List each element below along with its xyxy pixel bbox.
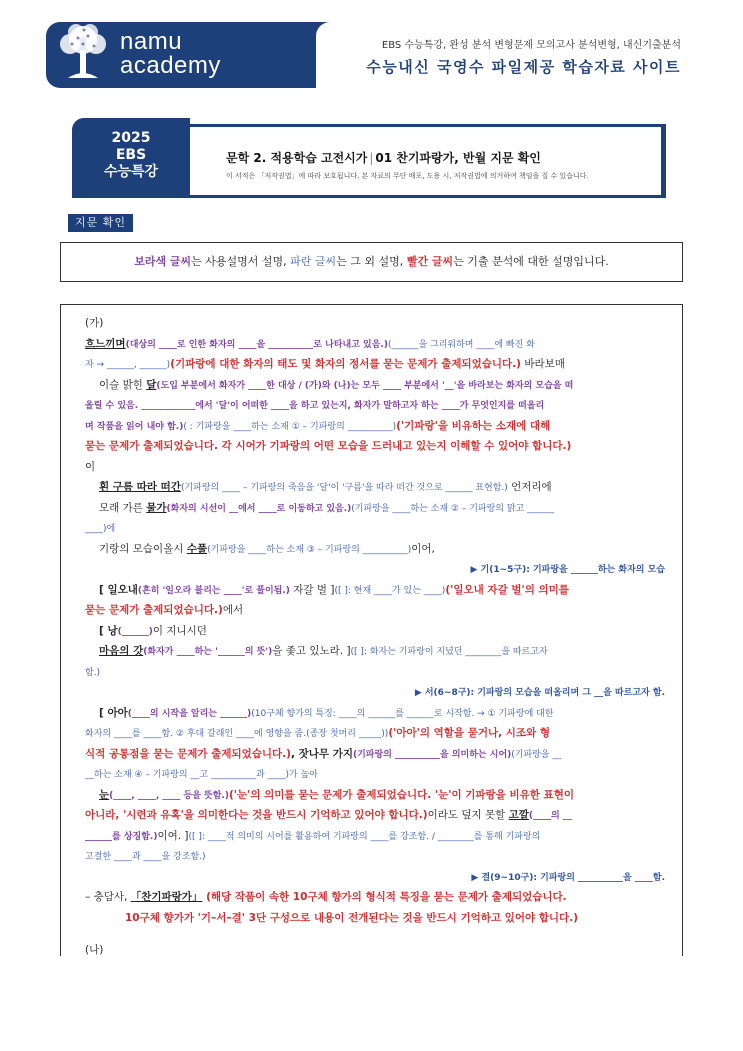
- passage-line: 고결한 ____과 ____을 강조함.): [85, 852, 206, 862]
- header-main-title: 수능내신 국영수 파일제공 학습자료 사이트: [366, 58, 681, 76]
- site-header: [0, 0, 743, 100]
- section-tag: 지문 확인: [68, 214, 133, 232]
- passage-line: 올릴 수 있음. ____________에서 '달'이 어떠한 ____을 하고 있는지, 화자가 말하고자 하는 ____가 무엇인지를 떠올리: [85, 401, 545, 411]
- passage-line: 묻는 문제가 출제되었습니다. 각 시어가 기파랑의 어떤 모습을 드러내고 있는지 이해할 수 있어야 합니다.): [85, 440, 572, 452]
- passage-line: 화자의 ____를 ____함. ② 후대 갈래인 ____에 영향을 줌.(종장 첫머리 _____))('아아'의 역할을 묻거나, 시조와 형: [85, 727, 551, 739]
- passage-line: 자 → ______, ______)(기파랑에 대한 화자의 태도 및 화자의 정서를 묻는 문제가 출제되었습니다.) 바라보매: [85, 358, 565, 370]
- passage-line: (가): [85, 317, 104, 329]
- logo-line-1: namu: [120, 28, 183, 55]
- passage-line: ______를 상징함.)이여. ]([ ]: ____적 의미의 시어를 활용하여 기파랑의 ____를 강조함. / ________를 통해 기파랑의: [85, 829, 541, 842]
- tree-logo-icon: [48, 22, 118, 84]
- passage-line: 아니라, '시련과 유혹'을 의미한다는 것을 반드시 기억하고 있어야 합니다.)이라도 덮지 못할 고깔(____의 __: [85, 809, 572, 821]
- passage-line: 모래 가른 물가(화자의 시선이 __에서 ____로 이동하고 있음.)(기파랑을 ____하는 소재 ② – 기파랑의 맑고 ______: [99, 501, 555, 514]
- passage-line: 이슬 밝힌 달(도입 부분에서 화자가 ____한 대상 / (가)와 (나)는 모두 ____ 부분에서 '__'을 바라보는 화자의 모습을 떠: [99, 378, 574, 391]
- copyright-note: 이 서적은 「저작권법」에 따라 보호됩니다. 본 자료의 무단 배포, 도용 시, 저작권법에 의거하여 책임을 질 수 있습니다.: [226, 172, 589, 180]
- passage-line: ____)에: [85, 524, 116, 534]
- summary-line: ▶ 기(1~5구): 기파랑을 ______하는 화자의 모습: [470, 565, 665, 575]
- passage-box: [60, 304, 683, 956]
- passage-line: [ 일오내(흔히 '일오라 불리는 ____'로 풀이됨.) 자갈 벌 ]([ ]: 현재 ____가 있는 ____)('일오내 자갈 벌'의 의미를: [99, 583, 569, 596]
- title-band: [72, 118, 666, 200]
- passage-line: (나): [85, 944, 104, 956]
- passage-line: 함.): [85, 667, 101, 678]
- passage-line: 식적 공통점을 묻는 문제가 출제되었습니다.), 잣나무 가지(기파랑의 __________을 의미하는 시어)(기파랑을 __: [85, 747, 562, 760]
- passage-line: 눈(____, ____, ____ 등을 뜻함.)('눈'의 의미를 묻는 문제가 출제되었습니다. '눈'이 기파랑을 비유한 표현이: [99, 788, 574, 801]
- passage-line: 묻는 문제가 출제되었습니다.)에서: [85, 604, 244, 616]
- summary-line: ▶ 서(6~8구): 기파랑의 모습을 떠올리며 그 __을 따르고자 함.: [414, 688, 665, 698]
- passage-line: 10구체 향가가 '기–서–결' 3단 구성으로 내용이 전개된다는 것을 반드시 기억하고 있어야 합니다.): [125, 911, 578, 924]
- color-legend: 보라색 글씨는 사용설명서 설명, 파란 글씨는 그 외 설명, 빨간 글씨는 기출 분석에 대한 설명입니다.: [60, 242, 683, 282]
- passage-line: [ 낭(______)이 지니시던: [99, 624, 207, 637]
- passage-line: 이: [85, 460, 96, 473]
- title-panel: [182, 124, 666, 198]
- document-title: 문학 2. 적용학습 고전시가 | 01 찬기파랑가, 반월 지문 확인: [226, 151, 541, 165]
- logo-text: [120, 30, 221, 78]
- logo-line-2: academy: [120, 52, 221, 79]
- passage-content: [85, 313, 665, 961]
- passage-line: 흰 구름 따라 떠간(기파랑의 ____ – 기파랑의 죽음을 '달'이 '구름'을 따라 떠간 것으로 ______ 표현함.) 언저리에: [99, 481, 552, 493]
- passage-line: 기랑의 모습이올시 수풀(기파랑을 ____하는 소재 ③ – 기파랑의 __________)이어,: [99, 542, 435, 555]
- ebs-badge: 2025 EBS 수능특강: [72, 118, 190, 198]
- header-subtitle: EBS 수능특강, 완성 분석 변형문제 모의고사 분석변형, 내신기출분석: [381, 40, 681, 51]
- passage-line: 며 작품을 읽어 내야 함.)( : 기파랑을 ____하는 소재 ① – 기파랑의 __________)('기파랑'을 비유하는 소재에 대해: [85, 419, 551, 432]
- summary-line: ▶ 결(9~10구): 기파랑의 __________을 ____함.: [471, 872, 665, 883]
- passage-line: – 충담사, 「찬기파랑가」 (해당 작품이 속한 10구체 향가의 형식적 특징을 묻는 문제가 출제되었습니다.: [85, 891, 567, 903]
- passage-line: 흐느끼며(대상의 ____로 인한 화자의 ____을 __________로 나타내고 있음.)(______을 그리워하며 ____에 빠진 화: [85, 337, 535, 350]
- passage-line: __하는 소재 ④ – 기파랑의 __고 __________과 ____)가 높아: [85, 770, 318, 780]
- passage-line: [ 아아(____의 시작을 알리는 ______)(10구체 향가의 특징: ____의 ______를 ______로 시작함. → ① 기파랑에 대한: [99, 706, 554, 719]
- passage-line: 마음의 갓(화자가 ____하는 '______의 뜻')을 좇고 있노라. ]([ ]: 화자는 기파랑이 지녔던 ________을 따르고자: [99, 645, 548, 657]
